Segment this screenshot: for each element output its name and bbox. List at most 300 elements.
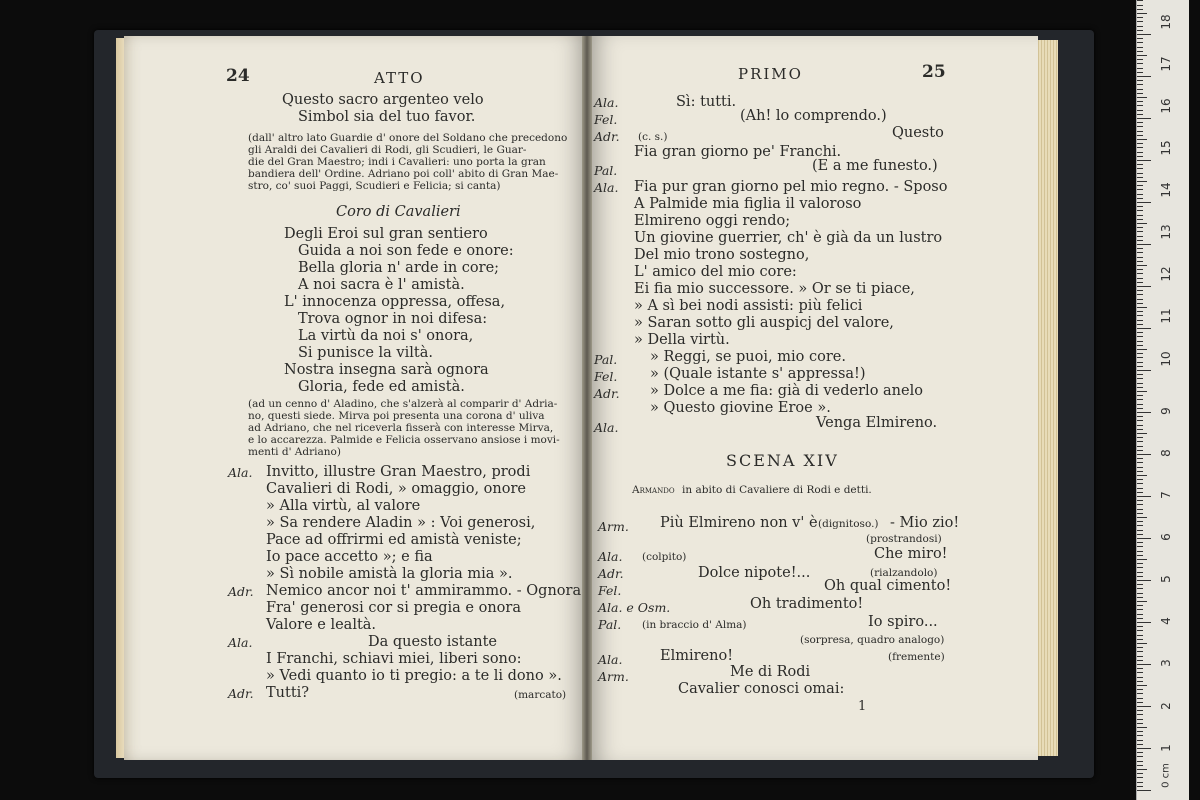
ruler-tick — [1137, 194, 1143, 195]
ruler-tick — [1137, 672, 1143, 673]
ruler-tick — [1137, 647, 1143, 648]
ruler-tick — [1137, 433, 1147, 434]
ruler-tick — [1137, 500, 1143, 501]
ruler-tick — [1137, 609, 1143, 610]
dialogue-line: Cavalier conosci omai: — [678, 681, 845, 697]
running-head-left: ATTO — [374, 69, 425, 87]
ruler-tick — [1137, 693, 1143, 694]
ruler-tick — [1137, 651, 1143, 652]
ruler-tick — [1137, 450, 1143, 451]
ruler-tick — [1137, 441, 1143, 442]
dialogue-line: L' amico del mio core: — [634, 264, 797, 280]
ruler-tick — [1137, 496, 1151, 497]
ruler-tick — [1137, 576, 1143, 577]
ruler-tick — [1137, 467, 1143, 468]
ruler-tick — [1137, 236, 1143, 237]
ruler-tick — [1137, 26, 1143, 27]
chorus-line: Nostra insegna sarà ognora — [284, 362, 489, 378]
dialogue-line: Dolce nipote!... — [698, 565, 811, 581]
ruler-tick — [1137, 660, 1143, 661]
stage-line: die del Gran Maestro; indi i Cavalieri: uno porta la gran — [248, 156, 546, 168]
dialogue-line: - Mio zio! — [890, 515, 960, 531]
ruler-tick — [1137, 458, 1143, 459]
ruler-tick — [1137, 9, 1143, 10]
ruler-number: 7 — [1159, 491, 1173, 499]
dialogue-line: » (Quale istante s' appressa!) — [650, 366, 866, 382]
ruler-tick — [1137, 504, 1143, 505]
ruler-tick — [1137, 303, 1143, 304]
stage-note: (sorpresa, quadro analogo) — [800, 634, 945, 646]
ruler-tick — [1137, 59, 1143, 60]
dialogue-line: Valore e lealtà. — [266, 617, 377, 633]
ruler-tick — [1137, 47, 1143, 48]
ruler-tick — [1137, 189, 1143, 190]
ruler-tick — [1137, 488, 1143, 489]
ruler-tick — [1137, 349, 1147, 350]
ruler-tick — [1137, 639, 1143, 640]
ruler-tick — [1137, 122, 1143, 123]
scene-character: Armando — [632, 484, 675, 496]
ruler-number: 17 — [1159, 56, 1173, 72]
ruler-tick — [1137, 34, 1151, 35]
ruler-tick — [1137, 437, 1143, 438]
ruler-tick — [1137, 311, 1143, 312]
speaker-label: Ala. — [594, 420, 619, 435]
stage-line: (ad un cenno d' Aladino, che s'alzerà al comparir d' Adria- — [248, 398, 558, 410]
dialogue-line: Fia pur gran giorno pel mio regno. - Sposo — [634, 179, 948, 195]
ruler-tick — [1137, 387, 1143, 388]
ruler-tick — [1137, 383, 1143, 384]
dialogue-line: Del mio trono sostegno, — [634, 247, 810, 263]
speaker-label: Pal. — [598, 617, 622, 632]
ruler-number: 2 — [1159, 702, 1173, 710]
ruler-tick — [1137, 698, 1143, 699]
ruler-tick — [1137, 177, 1143, 178]
signature-mark: 1 — [858, 699, 867, 714]
ruler-tick — [1137, 391, 1147, 392]
ruler-tick — [1137, 282, 1143, 283]
speaker-label: Ala. — [598, 549, 623, 564]
ruler-tick — [1137, 664, 1151, 665]
ruler-tick — [1137, 601, 1147, 602]
ruler-tick — [1137, 17, 1143, 18]
dialogue-line: Sì: tutti. — [676, 94, 737, 110]
speaker-label: Ala. — [594, 180, 619, 195]
ruler-tick — [1137, 412, 1151, 413]
dialogue-line: Fia gran giorno pe' Franchi. — [634, 144, 842, 160]
ruler-tick — [1137, 777, 1143, 778]
dialogue-line: Elmireno! — [660, 648, 734, 664]
ruler-tick — [1137, 332, 1143, 333]
stage-line: e lo accarezza. Palmide e Felicia osservano ansiose i movi- — [248, 434, 560, 446]
ruler-tick — [1137, 168, 1143, 169]
ruler-number: 3 — [1159, 659, 1173, 667]
dialogue-line: » Questo giovine Eroe ». — [650, 400, 831, 416]
ruler-tick — [1137, 294, 1143, 295]
ruler-tick — [1137, 614, 1143, 615]
ruler-tick — [1137, 542, 1143, 543]
ruler-tick — [1137, 685, 1147, 686]
ruler-tick — [1137, 265, 1147, 266]
ruler-tick — [1137, 219, 1143, 220]
dialogue-line: I Franchi, schiavi miei, liberi sono: — [266, 651, 522, 667]
ruler-tick — [1137, 89, 1143, 90]
ruler-tick — [1137, 185, 1143, 186]
ruler-tick — [1137, 97, 1147, 98]
ruler-tick — [1137, 341, 1143, 342]
dialogue-line: » Della virtù. — [634, 332, 730, 348]
ruler-tick — [1137, 555, 1143, 556]
dialogue-line: » Vedi quanto io ti pregio: a te li dono ». — [266, 668, 562, 684]
ruler-tick — [1137, 5, 1143, 6]
speaker-label: Adr. — [598, 566, 624, 581]
stage-note: (dignitoso.) — [818, 518, 879, 530]
ruler-tick — [1137, 563, 1143, 564]
ruler-tick — [1137, 471, 1143, 472]
running-head-right: PRIMO — [738, 65, 803, 83]
dialogue-line: Oh qual cimento! — [824, 578, 952, 594]
ruler-tick — [1137, 492, 1143, 493]
ruler-tick — [1137, 538, 1151, 539]
dialogue-line: (E a me funesto.) — [812, 158, 938, 174]
ruler-tick — [1137, 231, 1143, 232]
ruler-tick — [1137, 198, 1143, 199]
ruler-unit-label: 0 cm — [1160, 763, 1172, 788]
ruler-tick — [1137, 324, 1143, 325]
speaker-label: Ala. — [228, 635, 253, 650]
ruler-tick — [1137, 68, 1143, 69]
ruler-tick — [1137, 429, 1143, 430]
page-number-right: 25 — [922, 62, 946, 82]
ruler-tick — [1137, 395, 1143, 396]
ruler-tick — [1137, 147, 1143, 148]
ruler-tick — [1137, 656, 1143, 657]
ruler-tick — [1137, 126, 1143, 127]
ruler-tick — [1137, 559, 1147, 560]
ruler-tick — [1137, 336, 1143, 337]
ruler-tick — [1137, 13, 1147, 14]
ruler-tick — [1137, 273, 1143, 274]
speaker-label: Fel. — [594, 112, 618, 127]
speaker-label: Adr. — [594, 129, 620, 144]
ruler-number: 11 — [1159, 308, 1173, 324]
stage-line: ad Adriano, che nel riceverla fisserà con interesse Mirva, — [248, 422, 554, 434]
verse-line: Questo sacro argenteo velo — [282, 92, 484, 108]
ruler-tick — [1137, 290, 1143, 291]
stage-line: no, questi siede. Mirva poi presenta una corona d' uliva — [248, 410, 545, 422]
dialogue-line: Un giovine guerrier, ch' è già da un lustro — [634, 230, 943, 246]
ruler-tick — [1137, 76, 1151, 77]
dialogue-line: Venga Elmireno. — [816, 415, 938, 431]
chorus-line: Trova ognor in noi difesa: — [298, 311, 488, 327]
chorus-line: Si punisce la viltà. — [298, 345, 433, 361]
ruler-tick — [1137, 643, 1147, 644]
ruler-tick — [1137, 399, 1143, 400]
stage-line: stro, co' suoi Paggi, Scudieri e Felicia; si canta) — [248, 180, 501, 192]
scene-title: SCENA XIV — [726, 451, 839, 470]
dialogue-line: Che miro! — [874, 546, 948, 562]
chorus-title: Coro di Cavalieri — [336, 204, 461, 220]
ruler-tick — [1137, 374, 1143, 375]
ruler-tick — [1137, 63, 1143, 64]
ruler-tick — [1137, 139, 1147, 140]
ruler-tick — [1137, 101, 1143, 102]
speaker-label: Ala. — [598, 652, 623, 667]
ruler-tick — [1137, 202, 1151, 203]
ruler-number: 9 — [1159, 407, 1173, 415]
dialogue-line: Oh tradimento! — [750, 596, 864, 612]
ruler-tick — [1137, 0, 1143, 1]
ruler-tick — [1137, 735, 1143, 736]
ruler-tick — [1137, 572, 1143, 573]
ruler-tick — [1137, 719, 1143, 720]
ruler-tick — [1137, 635, 1143, 636]
dialogue-line: Cavalieri di Rodi, » omaggio, onore — [266, 481, 526, 497]
stage-note: (fremente) — [888, 651, 945, 663]
ruler-tick — [1137, 269, 1143, 270]
stage-line: bandiera dell' Ordine. Adriano poi coll' abito di Gran Mae- — [248, 168, 559, 180]
ruler-number: 8 — [1159, 449, 1173, 457]
ruler-tick — [1137, 593, 1143, 594]
speaker-label: Ala. e Osm. — [598, 600, 671, 615]
ruler-tick — [1137, 30, 1143, 31]
book-gutter — [582, 36, 592, 760]
ruler-number: 6 — [1159, 533, 1173, 541]
ruler-tick — [1137, 765, 1143, 766]
ruler-tick — [1137, 240, 1143, 241]
ruler-tick — [1137, 509, 1143, 510]
dialogue-line: Elmireno oggi rendo; — [634, 213, 791, 229]
ruler-tick — [1137, 320, 1143, 321]
ruler-tick — [1137, 530, 1143, 531]
ruler-tick — [1137, 668, 1143, 669]
dialogue-line: Invitto, illustre Gran Maestro, prodi — [266, 464, 531, 480]
speaker-label: Arm. — [598, 669, 629, 684]
dialogue-line: Più Elmireno non v' è — [660, 515, 818, 531]
ruler-tick — [1137, 681, 1143, 682]
ruler-tick — [1137, 551, 1143, 552]
ruler-tick — [1137, 152, 1143, 153]
ruler-tick — [1137, 42, 1143, 43]
dialogue-line: Questo — [892, 125, 944, 141]
ruler-tick — [1137, 370, 1151, 371]
ruler-tick — [1137, 307, 1147, 308]
ruler-tick — [1137, 353, 1143, 354]
left-page — [124, 36, 586, 760]
ruler-tick — [1137, 605, 1143, 606]
ruler-tick — [1137, 131, 1143, 132]
ruler-tick — [1137, 521, 1143, 522]
ruler-tick — [1137, 51, 1143, 52]
ruler-tick — [1137, 84, 1143, 85]
speaker-label: Adr. — [228, 686, 254, 701]
ruler-tick — [1137, 110, 1143, 111]
dialogue-line: A Palmide mia figlia il valoroso — [634, 196, 862, 212]
ruler-tick — [1137, 156, 1143, 157]
ruler-tick — [1137, 748, 1151, 749]
dialogue-line: Me di Rodi — [730, 664, 811, 680]
chorus-line: La virtù da noi s' onora, — [298, 328, 474, 344]
ruler-tick — [1137, 416, 1143, 417]
ruler-tick — [1137, 702, 1143, 703]
stage-note: (rialzandolo) — [870, 567, 938, 579]
ruler-tick — [1137, 223, 1147, 224]
speaker-label: Ala. — [594, 95, 619, 110]
ruler-tick — [1137, 756, 1143, 757]
ruler-tick — [1137, 252, 1143, 253]
ruler-tick — [1137, 546, 1143, 547]
dialogue-line: Nemico ancor noi t' ammirammo. - Ognora — [266, 583, 582, 599]
dialogue-line: » Reggi, se puoi, mio core. — [650, 349, 846, 365]
ruler-tick — [1137, 21, 1143, 22]
ruler-tick — [1137, 446, 1143, 447]
ruler-tick — [1137, 210, 1143, 211]
ruler-number: 10 — [1159, 351, 1173, 367]
speaker-label: Arm. — [598, 519, 629, 534]
ruler-number: 18 — [1159, 14, 1173, 30]
dialogue-line: » Dolce a me fia: già di vederlo anelo — [650, 383, 923, 399]
ruler-tick — [1137, 93, 1143, 94]
ruler-tick — [1137, 513, 1143, 514]
stage-note: (marcato) — [514, 689, 567, 701]
ruler-tick — [1137, 286, 1151, 287]
ruler-tick — [1137, 55, 1147, 56]
ruler-tick — [1137, 278, 1143, 279]
ruler-tick — [1137, 790, 1151, 791]
speaker-label: Fel. — [598, 583, 622, 598]
ruler-tick — [1137, 244, 1151, 245]
speaker-label: Ala. — [228, 465, 253, 480]
ruler-tick — [1137, 597, 1143, 598]
scene-intro: in abito di Cavaliere di Rodi e detti. — [682, 484, 872, 496]
ruler-tick — [1137, 257, 1143, 258]
ruler-tick — [1137, 160, 1151, 161]
ruler-tick — [1137, 630, 1143, 631]
ruler-tick — [1137, 727, 1147, 728]
ruler-tick — [1137, 710, 1143, 711]
ruler-tick — [1137, 517, 1147, 518]
ruler-tick — [1137, 786, 1143, 787]
ruler-tick — [1137, 626, 1143, 627]
stage-note: (c. s.) — [638, 131, 668, 143]
ruler-tick — [1137, 584, 1143, 585]
dialogue-line: Ei fia mio successore. » Or se ti piace, — [634, 281, 915, 297]
ruler-number: 13 — [1159, 224, 1173, 240]
ruler-tick — [1137, 761, 1143, 762]
chorus-line: A noi sacra è l' amistà. — [298, 277, 465, 293]
dialogue-line: » Sì nobile amistà la gloria mia ». — [266, 566, 513, 582]
ruler-tick — [1137, 118, 1151, 119]
ruler-tick — [1137, 479, 1143, 480]
dialogue-line: Fra' generosi cor si pregia e onora — [266, 600, 521, 616]
ruler-tick — [1137, 248, 1143, 249]
ruler-tick — [1137, 677, 1143, 678]
ruler-tick — [1137, 143, 1143, 144]
ruler-number: 12 — [1159, 266, 1173, 282]
stage-line: menti d' Adriano) — [248, 446, 341, 458]
chorus-line: L' innocenza oppressa, offesa, — [284, 294, 506, 310]
ruler-tick — [1137, 723, 1143, 724]
ruler-number: 5 — [1159, 575, 1173, 583]
ruler-tick — [1137, 362, 1143, 363]
right-page — [590, 36, 1038, 760]
stage-note: (colpito) — [642, 551, 687, 563]
ruler-tick — [1137, 173, 1143, 174]
dialogue-line: Pace ad offrirmi ed amistà veniste; — [266, 532, 522, 548]
ruler-tick — [1137, 72, 1143, 73]
chorus-line: Bella gloria n' arde in core; — [298, 260, 500, 276]
ruler-number: 16 — [1159, 98, 1173, 114]
ruler-tick — [1137, 462, 1143, 463]
ruler-tick — [1137, 580, 1151, 581]
ruler-tick — [1137, 181, 1147, 182]
dialogue-line: Tutti? — [266, 685, 310, 701]
dialogue-line: » Saran sotto gli auspicj del valore, — [634, 315, 894, 331]
ruler-number: 14 — [1159, 182, 1173, 198]
ruler-tick — [1137, 408, 1143, 409]
dialogue-line: » A sì bei nodi assisti: più felici — [634, 298, 863, 314]
stage-line: gli Araldi dei Cavalieri di Rodi, gli Scudieri, le Guar- — [248, 144, 527, 156]
chorus-line: Degli Eroi sul gran sentiero — [284, 226, 488, 242]
ruler-tick — [1137, 227, 1143, 228]
speaker-label: Adr. — [594, 386, 620, 401]
verse-line: Simbol sia del tuo favor. — [298, 109, 476, 125]
ruler-number: 4 — [1159, 617, 1173, 625]
ruler-tick — [1137, 567, 1143, 568]
stage-line: (dall' altro lato Guardie d' onore del Soldano che precedono — [248, 132, 568, 144]
ruler-tick — [1137, 420, 1143, 421]
ruler-tick — [1137, 114, 1143, 115]
ruler-tick — [1137, 534, 1143, 535]
ruler-tick — [1137, 782, 1143, 783]
ruler-tick — [1137, 525, 1143, 526]
ruler-tick — [1137, 357, 1143, 358]
ruler-tick — [1137, 215, 1143, 216]
ruler-tick — [1137, 105, 1143, 106]
dialogue-line: Da questo istante — [368, 634, 497, 650]
ruler-tick — [1137, 714, 1143, 715]
speaker-label: Pal. — [594, 352, 618, 367]
dialogue-line: Io spiro... — [868, 614, 938, 630]
ruler-tick — [1137, 773, 1143, 774]
ruler-tick — [1137, 299, 1143, 300]
ruler-tick — [1137, 425, 1143, 426]
stage-note: (in braccio d' Alma) — [642, 619, 747, 631]
ruler-number: 1 — [1159, 744, 1173, 752]
ruler-tick — [1137, 744, 1143, 745]
ruler-tick — [1137, 261, 1143, 262]
ruler-tick — [1137, 706, 1151, 707]
chorus-line: Guida a noi son fede e onore: — [298, 243, 514, 259]
ruler-tick — [1137, 38, 1143, 39]
ruler-tick — [1137, 769, 1147, 770]
stage-note: (prostrandosi) — [866, 533, 942, 545]
dialogue-line: » Alla virtù, al valore — [266, 498, 421, 514]
speaker-label: Fel. — [594, 369, 618, 384]
ruler-tick — [1137, 206, 1143, 207]
ruler-tick — [1137, 135, 1143, 136]
ruler-tick — [1137, 315, 1143, 316]
chorus-line: Gloria, fede ed amistà. — [298, 379, 465, 395]
ruler-tick — [1137, 366, 1143, 367]
ruler-tick — [1137, 164, 1143, 165]
page-number-left: 24 — [226, 66, 250, 86]
ruler-tick — [1137, 345, 1143, 346]
ruler-tick — [1137, 404, 1143, 405]
ruler-tick — [1137, 588, 1143, 589]
ruler-tick — [1137, 618, 1143, 619]
right-page-edge — [1036, 40, 1058, 756]
